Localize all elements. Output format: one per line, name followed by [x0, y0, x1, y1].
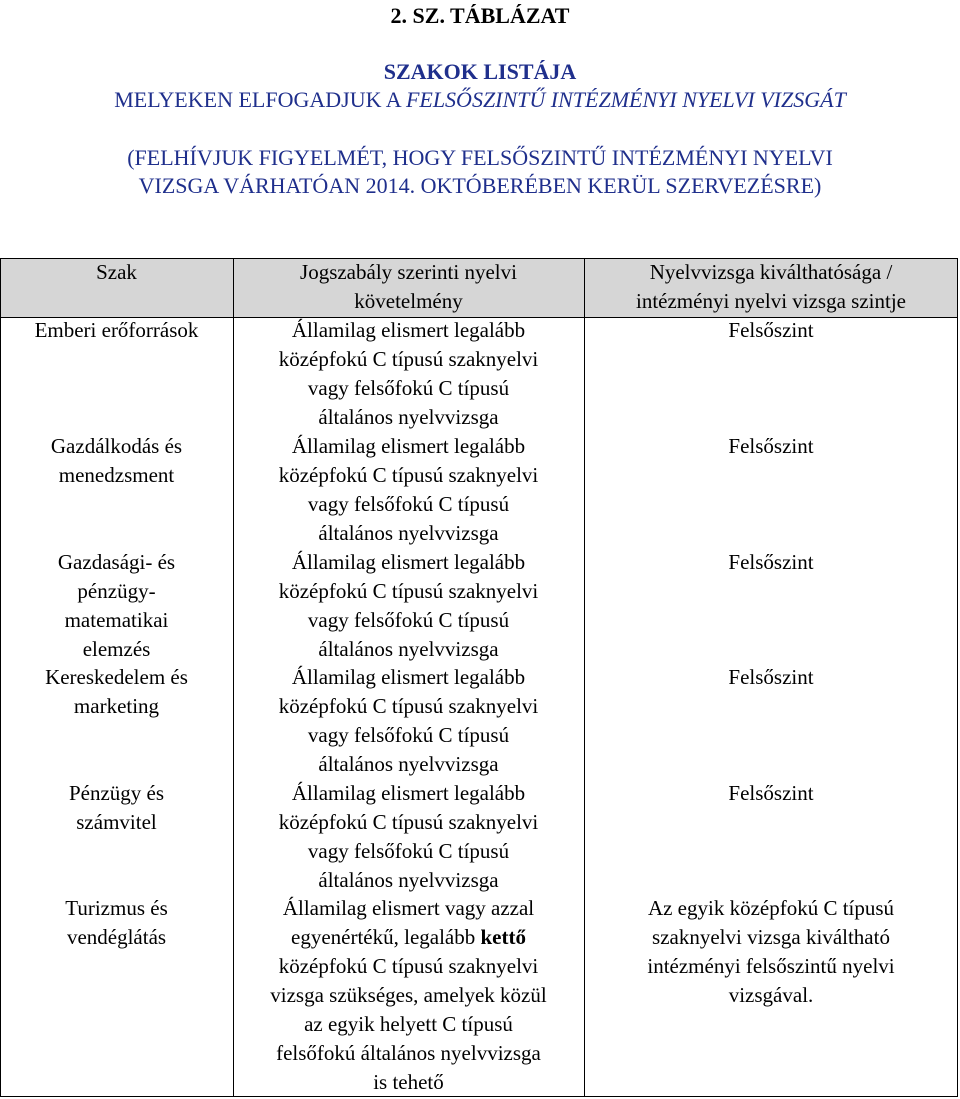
- column-header-requirement: [233, 258, 584, 316]
- table-cell-szak: [0, 316, 233, 345]
- cell-line: Felsőszint: [728, 434, 814, 458]
- cell-line: Pénzügy és: [68, 781, 165, 805]
- subtitle-prefix: MELYEKEN ELFOGADJUK A: [114, 87, 406, 112]
- cell-line: Az egyik középfokú C típusú: [647, 896, 895, 920]
- table-cell-level: [584, 316, 958, 345]
- cell-line: Államilag elismert legalább: [291, 550, 526, 574]
- list-title: SZAKOK LISTÁJA: [383, 59, 577, 84]
- table-cell-level: [584, 779, 958, 808]
- cell-line: vizsgával.: [728, 983, 814, 1007]
- emphasis-kettő: kettő: [480, 925, 526, 949]
- cell-line: általános nyelvvizsga: [318, 868, 499, 892]
- cell-line: vagy felsőfokú C típusú: [307, 723, 510, 747]
- cell-line: intézményi felsőszintű nyelvi: [647, 954, 895, 978]
- majors-table: [0, 258, 958, 1097]
- cell-line: pénzügy-: [77, 579, 156, 603]
- cell-line: vagy felsőfokú C típusú: [307, 839, 510, 863]
- cell-line: [233, 923, 584, 952]
- table-cell-level: [584, 663, 958, 692]
- table-cell-requirement: [233, 894, 584, 1097]
- table-cell-szak: [0, 663, 233, 721]
- table-number: 2. SZ. TÁBLÁZAT: [390, 3, 570, 28]
- column-header-requirement-line: Jogszabály szerinti nyelvi: [300, 260, 517, 284]
- cell-line: Felsőszint: [728, 781, 814, 805]
- cell-line: középfokú C típusú szaknyelvi: [278, 954, 539, 978]
- notice-line-2: VIZSGA VÁRHATÓAN 2014. OKTÓBERÉBEN KERÜL SZERVEZÉSRE): [138, 173, 822, 198]
- cell-line: Államilag elismert legalább: [291, 318, 526, 342]
- cell-line: általános nyelvvizsga: [318, 405, 499, 429]
- table-cell-level: [584, 432, 958, 461]
- cell-line: szaknyelvi vizsga kiváltható: [652, 925, 890, 949]
- cell-line: Felsőszint: [728, 550, 814, 574]
- cell-line: vagy felsőfokú C típusú: [307, 376, 510, 400]
- subtitle-italic: FELSŐSZINTŰ INTÉZMÉNYI NYELVI VIZSGÁT: [405, 87, 846, 112]
- table-cell-requirement: [233, 663, 584, 779]
- column-header-level-line: Nyelvvizsga kiválthatósága /: [649, 260, 893, 284]
- cell-line: Emberi erőforrások: [34, 318, 199, 342]
- cell-line: vizsga szükséges, amelyek közül: [270, 983, 547, 1007]
- list-subtitle: [0, 86, 960, 113]
- cell-line: középfokú C típusú szaknyelvi: [278, 463, 539, 487]
- cell-line: Gazdasági- és: [57, 550, 176, 574]
- cell-line: matematikai: [64, 608, 169, 632]
- cell-line: vendéglátás: [66, 925, 167, 949]
- cell-line: vagy felsőfokú C típusú: [307, 492, 510, 516]
- notice-line-1: (FELHÍVJUK FIGYELMÉT, HOGY FELSŐSZINTŰ INTÉZMÉNYI NYELVI: [127, 145, 833, 170]
- cell-line: Államilag elismert legalább: [291, 665, 526, 689]
- cell-text-run: egyenértékű, legalább: [291, 925, 481, 949]
- cell-line: Turizmus és: [65, 896, 168, 920]
- cell-line: középfokú C típusú szaknyelvi: [278, 810, 539, 834]
- table-cell-szak: [0, 548, 233, 664]
- cell-line: Felsőszint: [728, 318, 814, 342]
- cell-line: Kereskedelem és: [45, 665, 188, 689]
- table-cell-level: [584, 894, 958, 1010]
- cell-line: felsőfokú általános nyelvvizsga: [276, 1041, 541, 1065]
- table-cell-szak: [0, 894, 233, 952]
- cell-line: Államilag elismert vagy azzal: [282, 896, 535, 920]
- cell-line: középfokú C típusú szaknyelvi: [278, 694, 539, 718]
- table-cell-requirement: [233, 432, 584, 548]
- table-cell-szak: [0, 779, 233, 837]
- table-cell-requirement: [233, 548, 584, 664]
- cell-line: az egyik helyett C típusú: [304, 1012, 513, 1036]
- table-cell-level: [584, 548, 958, 577]
- cell-line: elemzés: [82, 637, 151, 661]
- cell-line: középfokú C típusú szaknyelvi: [278, 347, 539, 371]
- cell-line: Gazdálkodás és: [50, 434, 183, 458]
- column-header-szak-text: Szak: [96, 260, 137, 284]
- column-header-level: [584, 258, 958, 316]
- table-cell-requirement: [233, 779, 584, 895]
- cell-line: számvitel: [76, 810, 157, 834]
- cell-line: vagy felsőfokú C típusú: [307, 608, 510, 632]
- column-header-requirement-line: követelmény: [354, 289, 463, 313]
- cell-line: is tehető: [373, 1070, 444, 1094]
- cell-line: általános nyelvvizsga: [318, 637, 499, 661]
- cell-line: Felsőszint: [728, 665, 814, 689]
- cell-line: menedzsment: [58, 463, 175, 487]
- cell-line: középfokú C típusú szaknyelvi: [278, 579, 539, 603]
- cell-line: általános nyelvvizsga: [318, 752, 499, 776]
- column-header-szak: [0, 258, 233, 287]
- cell-line: Államilag elismert legalább: [291, 434, 526, 458]
- cell-line: marketing: [73, 694, 160, 718]
- table-cell-requirement: [233, 316, 584, 432]
- cell-line: általános nyelvvizsga: [318, 521, 499, 545]
- cell-line: Államilag elismert legalább: [291, 781, 526, 805]
- column-header-level-line: intézményi nyelvi vizsga szintje: [635, 289, 906, 313]
- table-cell-szak: [0, 432, 233, 490]
